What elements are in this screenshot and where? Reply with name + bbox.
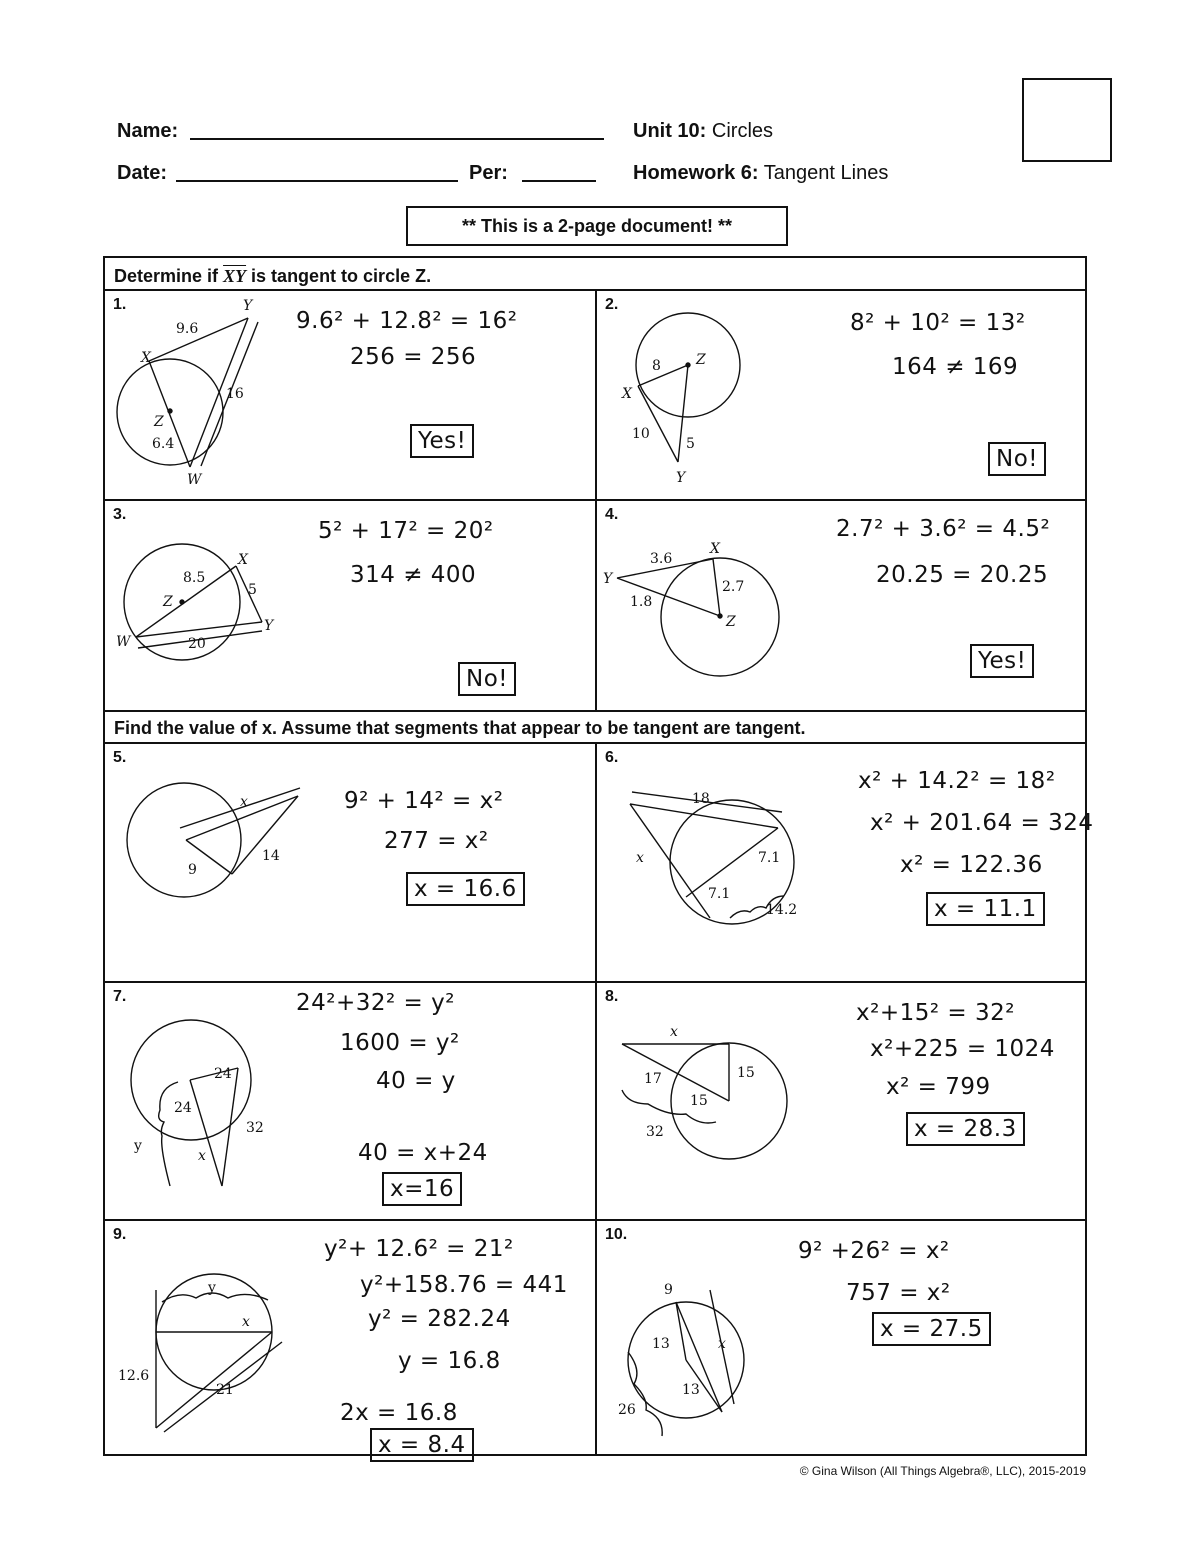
work-line: 2x = 16.8 xyxy=(340,1400,458,1426)
homework-title: Homework 6: Tangent Lines xyxy=(633,162,889,184)
label-x: X xyxy=(238,552,248,568)
label-32-hand: 32 xyxy=(646,1124,664,1140)
divider xyxy=(103,710,1087,712)
score-box[interactable] xyxy=(1022,78,1112,162)
label-17: 17 xyxy=(644,1071,662,1087)
date-field[interactable] xyxy=(176,180,458,182)
label-2-7: 2.7 xyxy=(722,579,745,595)
work-line: 9.6² + 12.8² = 16² xyxy=(296,308,518,334)
work-line: 757 = x² xyxy=(846,1280,951,1306)
answer-box: Yes! xyxy=(970,644,1034,678)
work-line: y²+ 12.6² = 21² xyxy=(324,1236,514,1262)
work-line: y² = 282.24 xyxy=(368,1306,511,1332)
label-8: 8 xyxy=(652,358,661,374)
divider xyxy=(595,289,597,710)
problem-number: 10. xyxy=(605,1226,628,1243)
label-10: 10 xyxy=(632,426,650,442)
label-x: X xyxy=(710,541,720,557)
answer-box: x = 28.3 xyxy=(906,1112,1025,1146)
label-18: 18 xyxy=(692,791,710,807)
answer-box: No! xyxy=(458,662,516,696)
label-x: X xyxy=(141,350,151,366)
label-x: x xyxy=(240,794,248,810)
per-label: Per: xyxy=(469,162,508,184)
problem-number: 3. xyxy=(113,506,127,523)
label-z: Z xyxy=(726,614,736,630)
work-line: x² + 14.2² = 18² xyxy=(858,768,1056,794)
answer-box: x = 16.6 xyxy=(406,872,525,906)
work-line: 164 ≠ 169 xyxy=(892,354,1019,380)
label-14: 14 xyxy=(262,848,280,864)
work-line: x²+15² = 32² xyxy=(856,1000,1015,1026)
work-line: 40 = x+24 xyxy=(358,1140,488,1166)
label-y: y xyxy=(134,1138,142,1154)
label-16: 16 xyxy=(226,386,244,402)
problem-number: 9. xyxy=(113,1226,127,1243)
work-line: x² = 122.36 xyxy=(900,852,1043,878)
label-y: Y xyxy=(264,618,274,634)
label-13: 13 xyxy=(682,1382,700,1398)
label-9: 9 xyxy=(664,1282,673,1298)
label-x: x xyxy=(198,1148,206,1164)
label-9: 9 xyxy=(188,862,197,878)
work-line: 314 ≠ 400 xyxy=(350,562,477,588)
name-label: Name: xyxy=(117,120,179,142)
answer-box: x = 8.4 xyxy=(370,1428,474,1462)
work-line: 40 = y xyxy=(376,1068,456,1094)
label-32: 32 xyxy=(246,1120,264,1136)
problem-number: 7. xyxy=(113,988,127,1005)
label-13: 13 xyxy=(652,1336,670,1352)
label-x: X xyxy=(622,386,632,402)
name-field[interactable] xyxy=(190,138,604,140)
label-x: x xyxy=(718,1336,726,1352)
problem-number: 1. xyxy=(113,296,127,313)
label-5: 5 xyxy=(248,582,257,598)
work-line: 1600 = y² xyxy=(340,1030,460,1056)
work-line: 9² + 14² = x² xyxy=(344,788,504,814)
per-field[interactable] xyxy=(522,180,596,182)
label-z: Z xyxy=(696,352,706,368)
work-line: 2.7² + 3.6² = 4.5² xyxy=(836,516,1051,542)
label-z: Z xyxy=(163,594,173,610)
label-w: W xyxy=(116,634,131,650)
label-y: y xyxy=(208,1280,216,1296)
work-line: 24²+32² = y² xyxy=(296,990,455,1016)
unit-title: Unit 10: Circles xyxy=(633,120,774,142)
answer-box: No! xyxy=(988,442,1046,476)
work-line: y = 16.8 xyxy=(398,1348,501,1374)
label-1-8: 1.8 xyxy=(630,594,653,610)
problem-number: 5. xyxy=(113,749,127,766)
work-line: x² = 799 xyxy=(886,1074,991,1100)
label-9-6: 9.6 xyxy=(176,321,199,337)
problem-number: 2. xyxy=(605,296,619,313)
answer-box: x = 11.1 xyxy=(926,892,1045,926)
work-line: x² + 201.64 = 324 xyxy=(870,810,1094,836)
problem-number: 6. xyxy=(605,749,619,766)
label-x: x xyxy=(636,850,644,866)
answer-box: Yes! xyxy=(410,424,474,458)
label-15: 15 xyxy=(737,1065,755,1081)
work-line: y²+158.76 = 441 xyxy=(360,1272,568,1298)
label-w: W xyxy=(187,472,202,488)
work-line: 277 = x² xyxy=(384,828,489,854)
label-y: Y xyxy=(243,298,253,314)
label-7-1: 7.1 xyxy=(758,850,781,866)
work-line: 256 = 256 xyxy=(350,344,477,370)
label-15-hand: 15 xyxy=(690,1093,708,1109)
two-page-notice: ** This is a 2-page document! ** xyxy=(406,206,788,246)
work-line: 9² +26² = x² xyxy=(798,1238,950,1264)
label-14-2: 14.2 xyxy=(766,902,798,918)
copyright-footer: © Gina Wilson (All Things Algebra®, LLC), 2015-2019 xyxy=(799,1464,1086,1478)
label-y: Y xyxy=(603,571,613,587)
label-21: 21 xyxy=(216,1382,234,1398)
label-6-4: 6.4 xyxy=(152,436,175,452)
work-line: 20.25 = 20.25 xyxy=(876,562,1049,588)
section1-instruction: Determine if $\overline{XY}$ is tangent to circle Z. xyxy=(114,266,432,286)
work-line: 5² + 17² = 20² xyxy=(318,518,494,544)
label-20: 20 xyxy=(188,636,206,652)
work-line: x²+225 = 1024 xyxy=(870,1036,1055,1062)
label-7-1: 7.1 xyxy=(708,886,731,902)
answer-box: x = 27.5 xyxy=(872,1312,991,1346)
label-x: x xyxy=(242,1314,250,1330)
work-line: 8² + 10² = 13² xyxy=(850,310,1026,336)
label-z: Z xyxy=(154,414,164,430)
date-label: Date: xyxy=(117,162,168,184)
section2-instruction: Find the value of x. Assume that segments that appear to be tangent are tangent. xyxy=(114,718,806,738)
problem-number: 4. xyxy=(605,506,619,523)
label-y: Y xyxy=(676,470,686,486)
label-8-5: 8.5 xyxy=(183,570,206,586)
label-26: 26 xyxy=(618,1402,636,1418)
label-12-6: 12.6 xyxy=(118,1368,150,1384)
problem-number: 8. xyxy=(605,988,619,1005)
answer-box: x=16 xyxy=(382,1172,462,1206)
label-24: 24 xyxy=(214,1066,232,1082)
divider xyxy=(595,742,597,1456)
label-3-6: 3.6 xyxy=(650,551,673,567)
label-x: x xyxy=(670,1024,678,1040)
label-24-hand: 24 xyxy=(174,1100,192,1116)
label-5: 5 xyxy=(686,436,695,452)
